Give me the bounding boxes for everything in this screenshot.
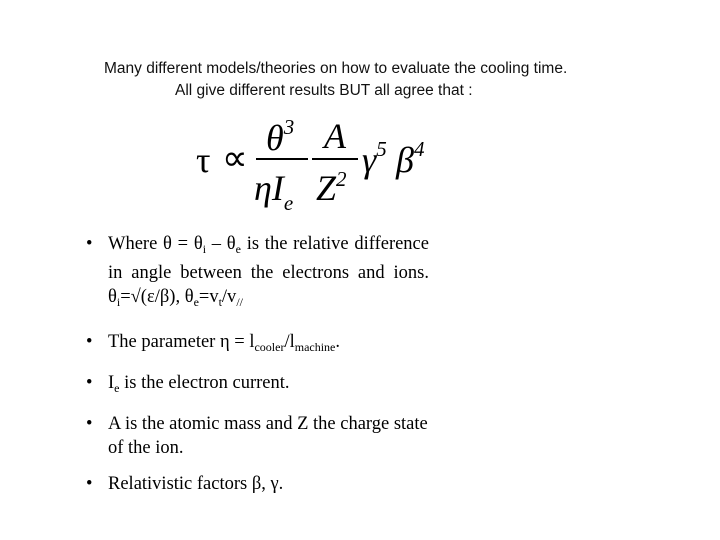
formula-tau: τ <box>196 140 211 180</box>
subscript: e <box>235 242 241 256</box>
bullet-text: . <box>335 332 341 352</box>
bullet-atomic-mass <box>86 412 428 460</box>
formula-proportional: ∝ <box>222 138 248 178</box>
bullet-text: =v <box>198 287 219 307</box>
bullet-text: is the relative difference in angle between the electrons and ions. θ <box>108 234 429 307</box>
subscript: e <box>193 295 199 309</box>
bullet-text: The parameter η = l <box>108 332 255 352</box>
subscript: cooler <box>254 340 285 354</box>
cooling-time-formula <box>196 112 446 215</box>
bullet-marker: • <box>86 332 93 352</box>
formula-fraction-bar-1 <box>256 158 308 160</box>
bullet-marker: • <box>86 414 93 434</box>
formula-A: A <box>324 116 346 156</box>
formula-fraction-bar-2 <box>312 158 358 160</box>
bullet-text: A is the atomic mass and Z the charge state of the ion. <box>108 414 428 458</box>
subscript: machine <box>294 340 336 354</box>
formula-beta: $\beta^4$ <box>396 137 425 180</box>
formula-theta: $\theta^3$ <box>266 115 295 158</box>
bullet-text: Relativistic factors β, γ. <box>108 474 284 494</box>
bullet-text: – θ <box>206 234 236 254</box>
bullet-list <box>86 232 446 496</box>
intro-line-1: Many different models/theories on how to evaluate the cooling time. <box>104 60 568 77</box>
bullet-theta <box>86 232 429 314</box>
bullet-marker: • <box>86 373 93 393</box>
bullet-text: /l <box>284 332 295 352</box>
bullet-text: I <box>108 373 115 393</box>
formula-gamma: $\gamma^5$ <box>362 137 387 180</box>
formula-eta-ie: $\eta I_e$ <box>254 168 294 215</box>
subscript: i <box>202 242 207 256</box>
bullet-relativistic <box>86 472 446 496</box>
bullet-marker: • <box>86 474 93 494</box>
bullet-text: /v <box>221 287 237 307</box>
bullet-eta <box>86 330 446 359</box>
subscript: e <box>114 381 120 395</box>
intro-line-2: All give different results BUT all agree that : <box>175 82 473 99</box>
subscript: t <box>218 295 222 309</box>
bullet-text: Where θ = θ <box>108 234 203 254</box>
bullet-current <box>86 371 446 400</box>
formula-Z: $Z^2$ <box>316 167 347 208</box>
bullet-text: =√(ε/β), θ <box>120 287 194 307</box>
bullet-marker: • <box>86 234 93 254</box>
bullet-text: is the electron current. <box>119 373 290 393</box>
subscript: // <box>236 295 243 309</box>
subscript: i <box>116 295 121 309</box>
